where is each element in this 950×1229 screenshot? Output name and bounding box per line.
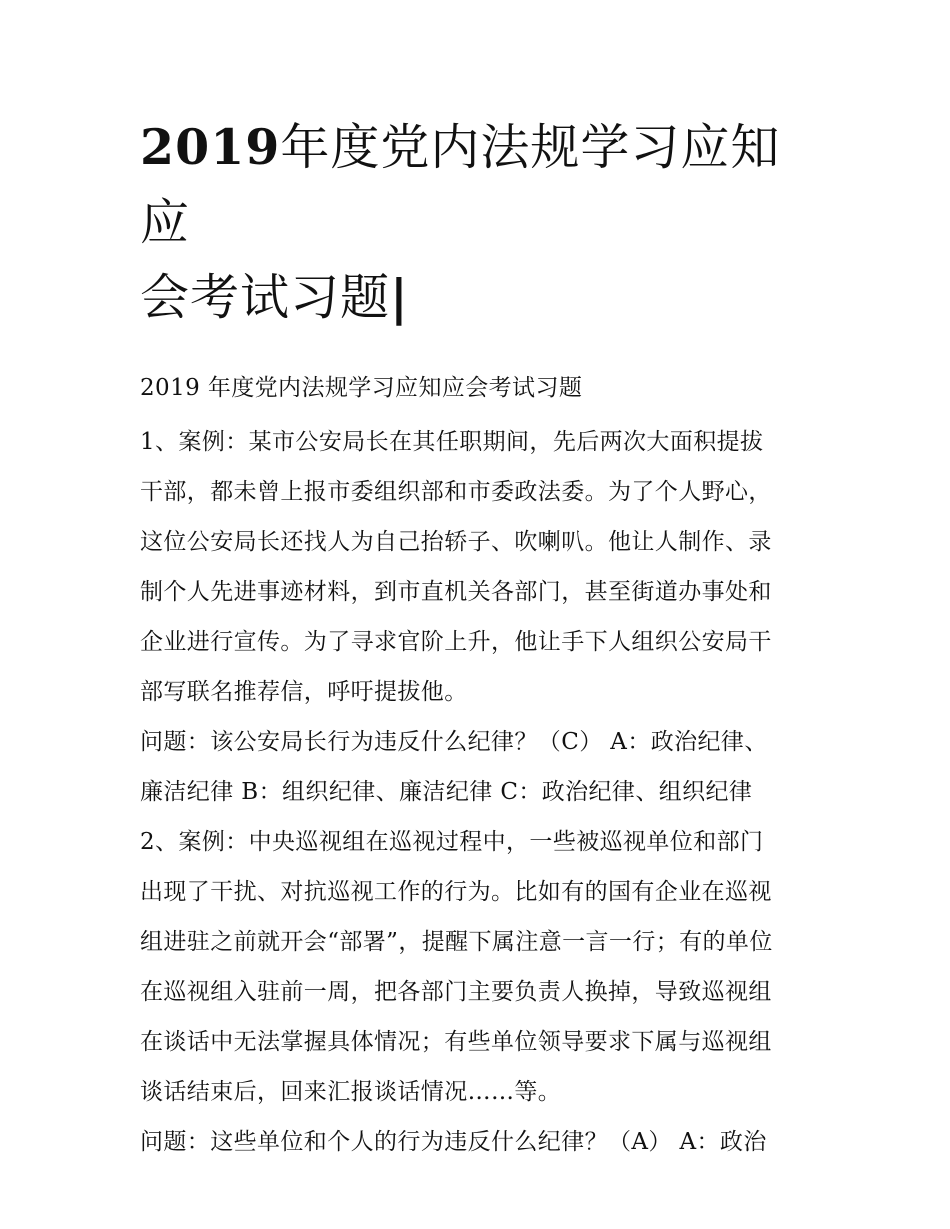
document-body (140, 363, 820, 1167)
document-title (140, 110, 820, 335)
title-line2: 会考试习题 (140, 269, 391, 326)
question-line: 问题：该公安局长行为违反什么纪律？（C） A：政治纪律、 (140, 729, 768, 755)
body-line: 在巡视组入驻前一周，把各部门主要负责人换掉，导致巡视组 (140, 979, 772, 1005)
title-year: 2019 (140, 118, 281, 176)
body-line: 在谈话中无法掌握具体情况；有些单位领导要求下属与巡视组 (140, 1029, 772, 1055)
body-line: 干部，都未曾上报市委组织部和市委政法委。为了个人野心， (140, 479, 772, 505)
answer-options-line: 廉洁纪律 B：组织纪律、廉洁纪律 C：政治纪律、组织纪律 (140, 779, 753, 805)
text-cursor: | (390, 268, 409, 326)
body-line: 部写联名推荐信，呼吁提拔他。 (140, 679, 468, 705)
title-line1-rest: 年度党内法规学习应知应 (140, 119, 781, 251)
body-line: 1、案例：某市公安局长在其任职期间，先后两次大面积提拔 (140, 429, 764, 455)
body-line: 这位公安局长还找人为自己抬轿子、吹喇叭。他让人制作、录 (140, 529, 772, 555)
document-page (140, 110, 820, 1167)
body-line: 谈话结束后，回来汇报谈话情况……等。 (140, 1079, 562, 1105)
body-line: 制个人先进事迹材料，到市直机关各部门，甚至街道办事处和 (140, 579, 772, 605)
body-line: 出现了干扰、对抗巡视工作的行为。比如有的国有企业在巡视 (140, 879, 772, 905)
document-subtitle: 2019 年度党内法规学习应知应会考试习题 (140, 375, 583, 401)
body-line: 企业进行宣传。为了寻求官阶上升，他让手下人组织公安局干 (140, 629, 772, 655)
body-line: 组进驻之前就开会“部署”，提醒下属注意一言一行；有的单位 (140, 929, 773, 955)
question-line: 问题：这些单位和个人的行为违反什么纪律？（A） A：政治 (140, 1129, 767, 1155)
body-line: 2、案例：中央巡视组在巡视过程中，一些被巡视单位和部门 (140, 829, 764, 855)
